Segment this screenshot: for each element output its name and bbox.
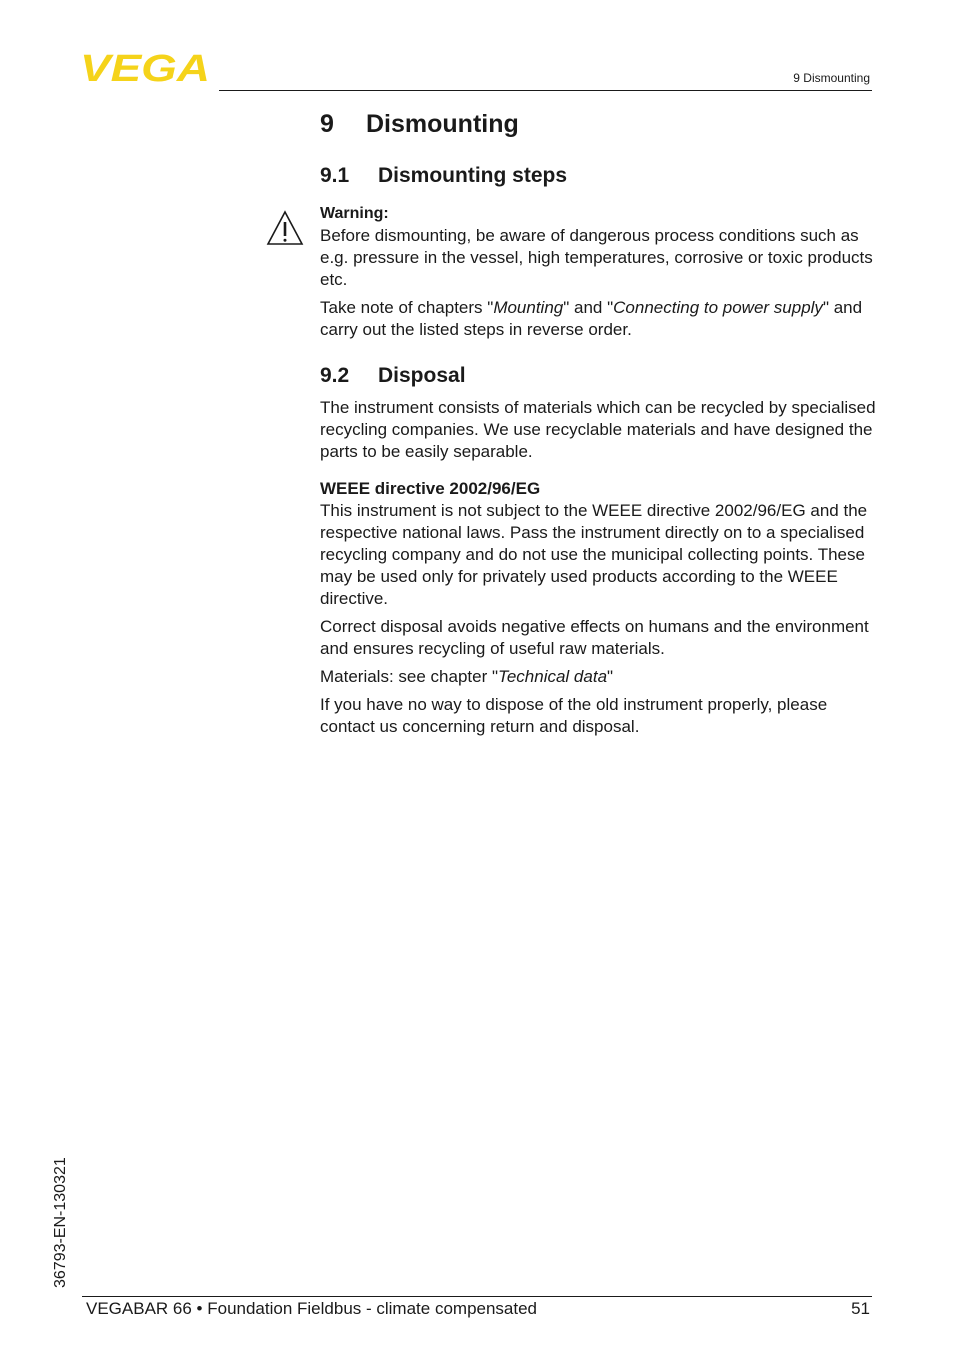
page-number: 51 <box>851 1299 870 1318</box>
note-prefix: Take note of chapters " <box>320 298 494 317</box>
warning-block <box>320 203 876 291</box>
warning-text: Before dismounting, be aware of dangerous process conditions such as e.g. pressure in the vessel, high temperatures, corrosive or toxic products etc. <box>320 226 873 289</box>
chapters-note <box>320 297 876 341</box>
vega-logo <box>80 50 212 84</box>
materials-ref-technical-data: Technical data <box>498 667 608 686</box>
weee-text: This instrument is not subject to the WEEE directive 2002/96/EG and the respective national laws. Pass the instrument directly on to a specialised recycling company and do not use the municipal collecting points. These may be used only for privately used products according to the WEEE directive. <box>320 501 868 608</box>
section-heading-dismounting-steps <box>320 164 567 188</box>
chapter-number: 9 <box>320 110 334 138</box>
correct-disposal-text: Correct disposal avoids negative effects on humans and the environment and ensures recycling of useful raw materials. <box>320 617 869 658</box>
correct-disposal <box>320 616 876 660</box>
weee-block <box>320 478 876 610</box>
header-divider <box>219 90 872 91</box>
materials-note-text <box>320 666 876 688</box>
document-code: 36793-EN-130321 <box>52 1157 69 1288</box>
section-number: 9.2 <box>320 364 350 387</box>
materials-note <box>320 666 876 688</box>
disposal-intro-text: The instrument consists of materials which can be recycled by specialised recycling companies. We use recyclable materials and have designed the parts to be easily separable. <box>320 398 876 461</box>
footer-product-title: VEGABAR 66 • Foundation Fieldbus - climate compensated <box>86 1299 538 1318</box>
chapter-heading <box>320 110 519 139</box>
weee-heading: WEEE directive 2002/96/EG <box>320 479 541 498</box>
chapter-title: Dismounting <box>366 110 519 138</box>
warning-triangle-icon <box>266 210 304 246</box>
note-ref-power-supply: Connecting to power supply <box>613 298 823 317</box>
section-title: Disposal <box>378 364 466 387</box>
disposal-intro <box>320 397 876 463</box>
contact-note <box>320 694 876 738</box>
section-number: 9.1 <box>320 164 350 187</box>
section-heading-disposal <box>320 364 466 388</box>
contact-note-text: If you have no way to dispose of the old instrument properly, please contact us concerning return and disposal. <box>320 695 828 736</box>
running-header: 9 Dismounting <box>793 71 870 85</box>
section-title: Dismounting steps <box>378 164 568 187</box>
footer-divider <box>82 1296 872 1297</box>
materials-suffix: " <box>607 667 614 686</box>
note-suffix: " and carry out the listed steps in reverse order. <box>320 298 863 339</box>
chapters-note-text <box>320 297 876 341</box>
note-mid: " and " <box>563 298 614 317</box>
materials-prefix: Materials: see chapter " <box>320 667 499 686</box>
vega-logo-text: VEGA <box>80 50 210 84</box>
warning-label: Warning: <box>320 205 389 222</box>
note-ref-mounting: Mounting <box>493 298 564 317</box>
